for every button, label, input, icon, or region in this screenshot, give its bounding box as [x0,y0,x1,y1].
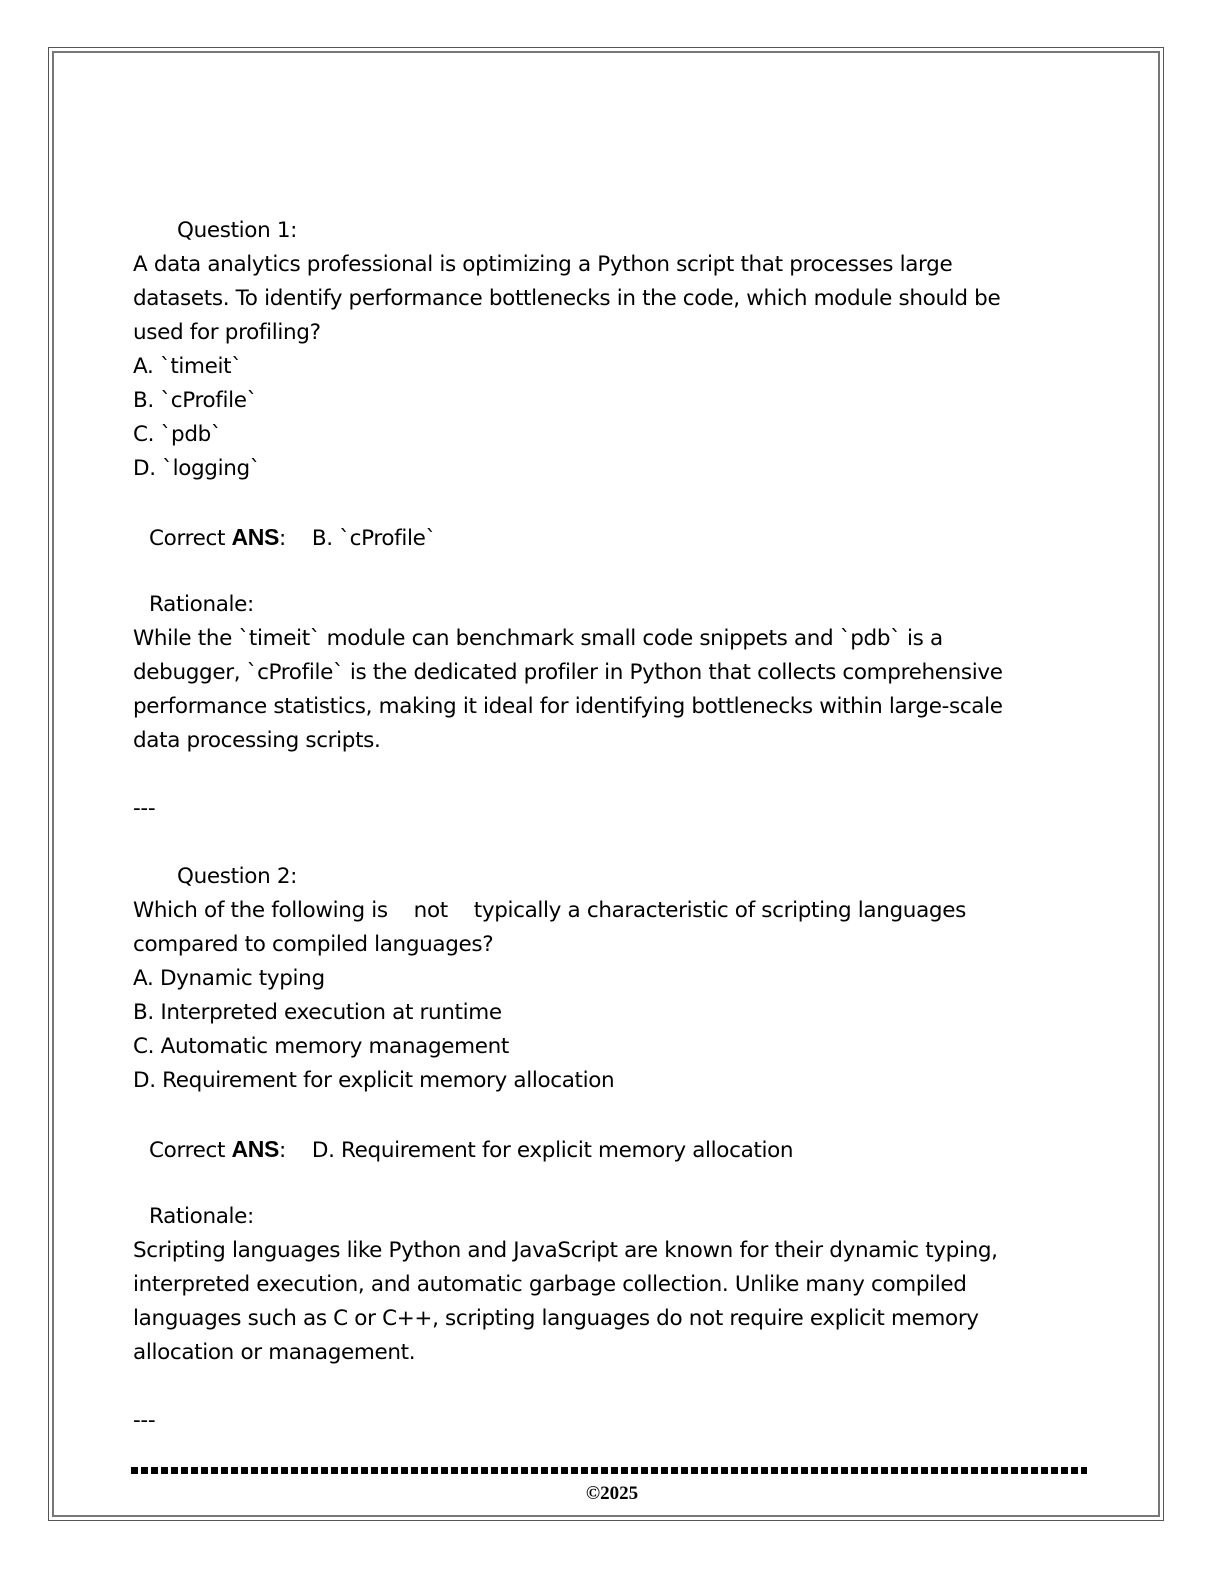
rationale-line: While the `timeit` module can benchmark small code snippets and `pdb` is a [133,626,943,651]
question-title: Question 2: [177,864,298,889]
option-b: B. `cProfile` [133,388,258,413]
footer-copyright: ©2025 [585,1483,639,1504]
ans-label: ANS [231,1136,280,1162]
rationale-line: interpreted execution, and automatic garbage collection. Unlike many compiled [133,1272,967,1297]
footer-dotted-rule [131,1467,1087,1474]
question-block-1 [133,214,1093,860]
rationale-line: languages such as C or C++, scripting languages do not require explicit memory [133,1306,979,1331]
option-d: D. `logging` [133,456,261,481]
option-c: C. Automatic memory management [133,1034,509,1059]
option-d: D. Requirement for explicit memory allocation [133,1068,615,1093]
option-c: C. `pdb` [133,422,222,447]
correct-answer-prefix: Correct [149,1138,232,1163]
question-stem-line: A data analytics professional is optimizing a Python script that processes large [133,252,953,277]
rationale-title: Rationale: [149,592,254,617]
option-a: A. `timeit` [133,354,242,379]
question-stem-line: used for profiling? [133,320,321,345]
document-body [133,214,1093,1438]
question-block-2 [133,860,1093,1438]
correct-answer-value: : D. Requirement for explicit memory allocation [279,1138,794,1163]
question-stem-line: Which of the following is not typically a characteristic of scripting languages [133,898,966,923]
separator: --- [133,1408,156,1433]
question-stem-line: compared to compiled languages? [133,932,494,957]
rationale-line: performance statistics, making it ideal for identifying bottlenecks within large-scale [133,694,1003,719]
separator: --- [133,796,156,821]
correct-answer-line [133,1132,1093,1166]
rationale-title: Rationale: [149,1204,254,1229]
correct-answer-value: : B. `cProfile` [279,526,436,551]
option-a: A. Dynamic typing [133,966,325,991]
ans-label: ANS [231,524,280,550]
rationale-line: data processing scripts. [133,728,381,753]
correct-answer-prefix: Correct [149,526,232,551]
question-title: Question 1: [177,218,298,243]
question-stem-line: datasets. To identify performance bottlenecks in the code, which module should be [133,286,1001,311]
correct-answer-line [133,520,1093,554]
rationale-line: allocation or management. [133,1340,416,1365]
rationale-line: debugger, `cProfile` is the dedicated profiler in Python that collects comprehensive [133,660,1003,685]
option-b: B. Interpreted execution at runtime [133,1000,502,1025]
rationale-line: Scripting languages like Python and JavaScript are known for their dynamic typing, [133,1238,998,1263]
